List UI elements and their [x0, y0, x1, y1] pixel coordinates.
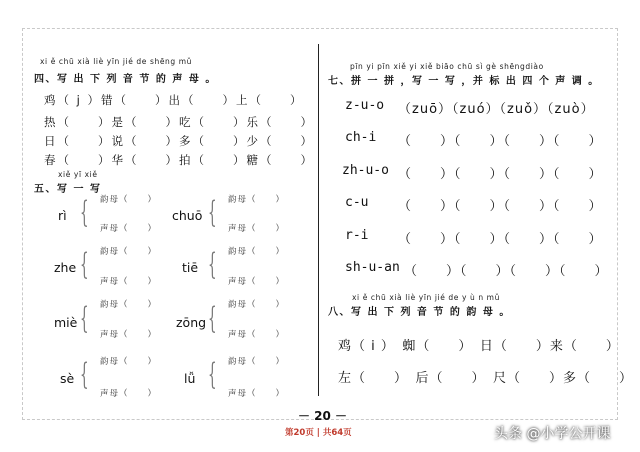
s7-syllable: ch-i: [345, 130, 377, 145]
s7-syllable: c-u: [345, 195, 369, 210]
page-info: 第20页 | 共64页: [285, 428, 352, 438]
s5-item: sè: [60, 371, 75, 386]
s5-item: lǚ: [184, 371, 196, 386]
s8-row-1: 鸡（ i ） 蜘（ ） 日（ ）来（ ）: [338, 339, 620, 354]
s7-syllable: z-u-o: [345, 98, 385, 113]
brace-icon: {: [208, 357, 217, 392]
s7-title: 七、拼 一 拼 ，写 一 写 ，并 标 出 四 个 声 调 。: [328, 76, 600, 87]
s8-row-2: 左（ ） 后（ ） 尺（ ）多（ ）: [338, 371, 634, 386]
s4-title: 四、写 出 下 列 音 节 的 声 母 。: [34, 74, 217, 85]
s5-item: chuō: [172, 208, 203, 223]
page-number: － 20 －: [298, 409, 348, 423]
yunmu-label: 韵母（ ）: [100, 195, 158, 205]
shengmu-label: 声母（ ）: [228, 389, 286, 399]
shengmu-label: 声母（ ）: [228, 330, 286, 340]
s5-item: zōng: [176, 315, 207, 330]
s7-answers: （ ）（ ）（ ）（ ）: [398, 232, 603, 247]
s5-item: zhe: [54, 260, 77, 275]
s7-syllable: sh-u-an: [345, 260, 400, 275]
s5-item: rì: [58, 208, 67, 223]
yunmu-label: 韵母（ ）: [228, 195, 286, 205]
shengmu-label: 声母（ ）: [228, 277, 286, 287]
shengmu-label: 声母（ ）: [228, 224, 286, 234]
s4-pinyin: xi ě chū xià liè yīn jié de shēng mǔ: [40, 57, 193, 66]
s5-item: miè: [54, 315, 78, 330]
s4-row-1: 鸡（ j ）错（ ）出（ ）上（ ）: [44, 93, 304, 107]
s4-row-2: 热（ ）是（ ）吃（ ）乐（ ）: [44, 115, 314, 129]
brace-icon: {: [80, 195, 89, 230]
s8-title: 八、写 出 下 列 音 节 的 韵 母 。: [328, 307, 511, 318]
watermark: 头条 @小学公开课: [494, 426, 611, 442]
brace-icon: {: [80, 357, 89, 392]
s7-answers: （zuō）（zuó）（zuǒ）（zuò）: [398, 102, 595, 117]
s7-pinyin: pīn yi pīn xiě yi xiě biāo chū sì gè shēngdiào: [350, 62, 544, 71]
s4-row-3: 日（ ）说（ ）多（ ）少（ ）: [44, 134, 314, 148]
s5-pinyin: xiě yī xiě: [58, 170, 98, 179]
s7-answers: （ ）（ ）（ ）（ ）: [398, 199, 603, 214]
shengmu-label: 声母（ ）: [100, 224, 158, 234]
yunmu-label: 韵母（ ）: [100, 357, 158, 367]
column-divider: [318, 44, 319, 396]
brace-icon: {: [208, 301, 217, 336]
s7-answers: （ ）（ ）（ ）（ ）: [398, 167, 603, 182]
yunmu-label: 韵母（ ）: [228, 357, 286, 367]
brace-icon: {: [80, 301, 89, 336]
yunmu-label: 韵母（ ）: [228, 300, 286, 310]
s5-title: 五、写 一 写: [34, 184, 102, 195]
shengmu-label: 声母（ ）: [100, 330, 158, 340]
shengmu-label: 声母（ ）: [100, 277, 158, 287]
yunmu-label: 韵母（ ）: [100, 247, 158, 257]
brace-icon: {: [208, 195, 217, 230]
s5-item: tiē: [182, 260, 199, 275]
brace-icon: {: [208, 247, 217, 282]
s7-answers: （ ）（ ）（ ）（ ）: [398, 134, 603, 149]
s4-row-4: 春（ ）华（ ）拍（ ）糖（ ）: [44, 153, 314, 167]
s7-syllable: r-i: [345, 228, 369, 243]
s8-pinyin: xi ě chū xià liè yīn jié de y ù n mǔ: [352, 293, 500, 302]
shengmu-label: 声母（ ）: [100, 389, 158, 399]
yunmu-label: 韵母（ ）: [100, 300, 158, 310]
yunmu-label: 韵母（ ）: [228, 247, 286, 257]
s7-answers: （ ）（ ）（ ）（ ）: [404, 264, 609, 279]
brace-icon: {: [80, 247, 89, 282]
s7-syllable: zh-u-o: [342, 163, 389, 178]
